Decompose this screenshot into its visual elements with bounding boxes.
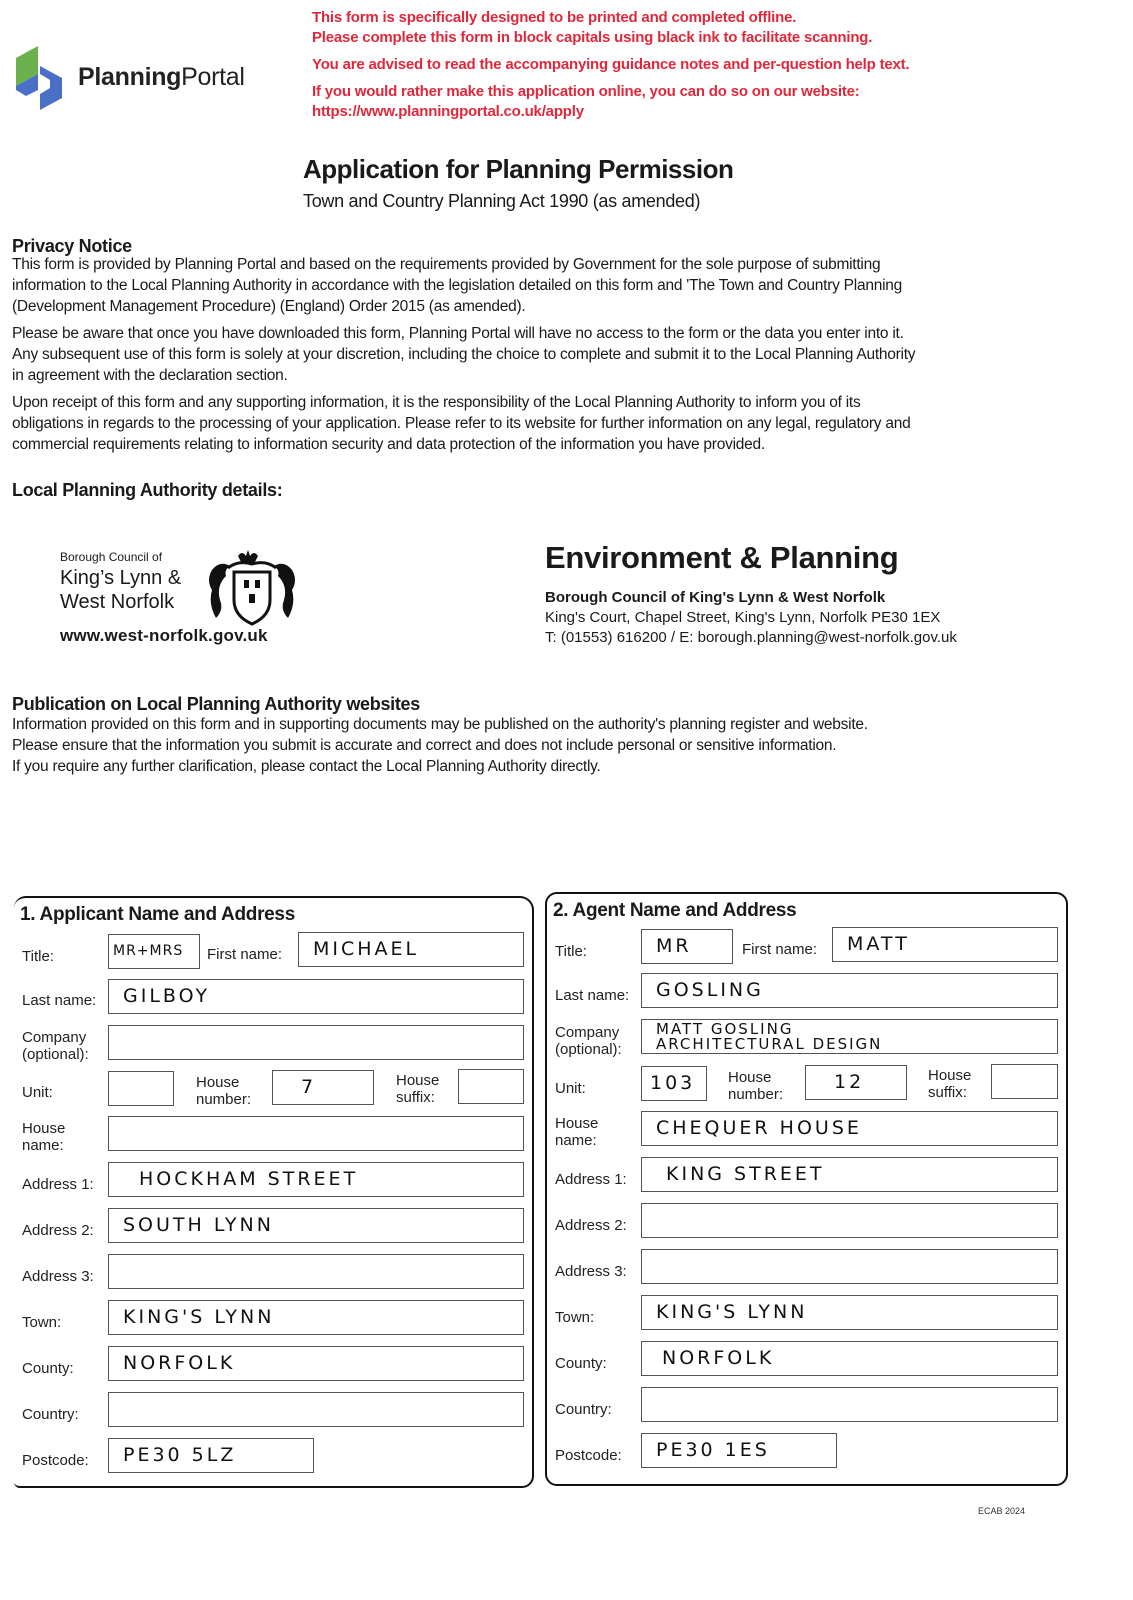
logo-wordmark: PlanningPortal — [78, 62, 245, 91]
notice-line: If you would rather make this application online, you can do so on our website: — [312, 83, 860, 100]
agent-unit-field[interactable]: 103 — [641, 1066, 707, 1101]
applicant-house-number-field[interactable]: 7 — [272, 1070, 374, 1105]
form-code: ECAB 2024 — [978, 1506, 1026, 1516]
agent-first-name-field[interactable]: MATT — [832, 927, 1058, 962]
applicant-unit-field[interactable] — [108, 1071, 174, 1106]
lpa-contact-block — [545, 540, 957, 648]
notice-url[interactable]: https://www.planningportal.co.uk/apply — [312, 103, 584, 120]
applicant-postcode-field[interactable]: PE30 5LZ — [108, 1438, 314, 1473]
form-title: Application for Planning Permission — [303, 154, 734, 184]
planning-portal-logo-icon — [12, 44, 66, 110]
privacy-text: This form is provided by Planning Portal and based on the requirements provided by Government for the sole purpose of submitting information to the Local Planning Authority in accordance with the legislation detailed on this form and 'The Town and Country Planning (Development Management Procedure) (England) Order 2015 (as amended). Please be aware that once you have downloaded this form, Planning Portal will have no access to the form or the data you enter into it. Any subsequent use of this form is solely at your discretion, including the choice to complete and submit it to the Local Planning Authority in agreement with the declaration section. Upon receipt of this form and any supporting information, it is the responsibility of the Local Planning Authority to inform you of its obligations in regards to the processing of your application. Please refer to its website for further information on any legal, regulatory and commercial requirements relating to information security and data protection of the information you have provided. — [12, 256, 916, 453]
applicant-company-field[interactable] — [108, 1025, 524, 1060]
dept-name: Borough Council of King's Lynn & West Norfolk — [545, 589, 886, 606]
applicant-heading: 1. Applicant Name and Address — [20, 904, 295, 925]
applicant-title-field[interactable]: MR+MRS — [108, 934, 200, 969]
applicant-address2-field[interactable]: SOUTH LYNN — [108, 1208, 524, 1243]
agent-company-field[interactable]: MATT GOSLING ARCHITECTURAL DESIGN — [641, 1019, 1058, 1054]
lpa-heading: Local Planning Authority details: — [12, 480, 283, 500]
applicant-house-name-field[interactable] — [108, 1116, 524, 1151]
applicant-county-field[interactable]: NORFOLK — [108, 1346, 524, 1381]
applicant-town-field[interactable]: KING'S LYNN — [108, 1300, 524, 1335]
agent-country-field[interactable] — [641, 1387, 1058, 1422]
agent-house-suffix-field[interactable] — [991, 1064, 1058, 1099]
applicant-house-suffix-field[interactable] — [458, 1069, 524, 1104]
offline-notice — [312, 8, 909, 122]
privacy-heading: Privacy Notice — [12, 236, 132, 256]
notice-line: Please complete this form in block capitals using black ink to facilitate scanning. — [312, 29, 873, 46]
planning-portal-logo — [12, 44, 245, 110]
agent-town-field[interactable]: KING'S LYNN — [641, 1295, 1058, 1330]
agent-last-name-field[interactable]: GOSLING — [641, 973, 1058, 1008]
dept-title: Environment & Planning — [545, 540, 899, 575]
coat-of-arms-icon — [208, 548, 296, 630]
council-url[interactable]: www.west-norfolk.gov.uk — [60, 626, 268, 645]
notice-line: This form is specifically designed to be printed and completed offline. — [312, 9, 797, 26]
agent-heading: 2. Agent Name and Address — [553, 900, 797, 921]
dept-address: King's Court, Chapel Street, King's Lynn, Norfolk PE30 1EX — [545, 609, 941, 626]
publication-text: Information provided on this form and in supporting documents may be published on the authority's planning register and website. Please ensure that the information you submit is accurate and correct and does not include personal or sensitive information. If you require any further clarification, please contact the Local Planning Authority directly. — [12, 716, 868, 775]
agent-house-number-field[interactable]: 12 — [805, 1065, 907, 1100]
applicant-address3-field[interactable] — [108, 1254, 524, 1289]
council-logo: Borough Council of King’s Lynn & West Norfolk www.west-norfolk.gov.uk — [60, 550, 268, 645]
agent-address3-field[interactable] — [641, 1249, 1058, 1284]
applicant-country-field[interactable] — [108, 1392, 524, 1427]
form-subtitle: Town and Country Planning Act 1990 (as amended) — [303, 191, 701, 211]
agent-title-field[interactable]: MR — [641, 929, 733, 964]
agent-postcode-field[interactable]: PE30 1ES — [641, 1433, 837, 1468]
applicant-last-name-field[interactable]: GILBOY — [108, 979, 524, 1014]
agent-county-field[interactable]: NORFOLK — [641, 1341, 1058, 1376]
agent-address2-field[interactable] — [641, 1203, 1058, 1238]
applicant-first-name-field[interactable]: MICHAEL — [298, 932, 524, 967]
dept-contact: T: (01553) 616200 / E: borough.planning@west-norfolk.gov.uk — [545, 629, 957, 646]
agent-house-name-field[interactable]: CHEQUER HOUSE — [641, 1111, 1058, 1146]
notice-line: You are advised to read the accompanying guidance notes and per-question help text. — [312, 56, 910, 73]
agent-address1-field[interactable]: KING STREET — [641, 1157, 1058, 1192]
publication-heading: Publication on Local Planning Authority websites — [12, 694, 420, 714]
applicant-address1-field[interactable]: HOCKHAM STREET — [108, 1162, 524, 1197]
